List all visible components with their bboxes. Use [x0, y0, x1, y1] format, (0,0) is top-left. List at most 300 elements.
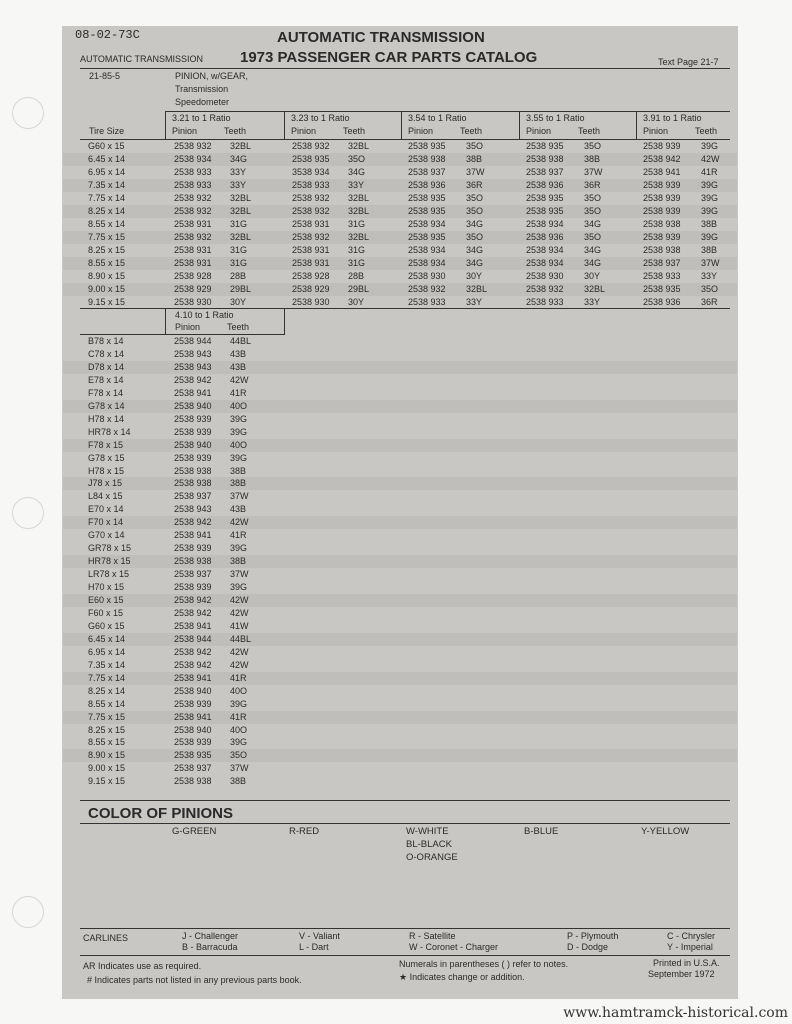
tire-size-cell: 7.75 x 14	[88, 672, 126, 683]
pinion-cell: 2538 939	[174, 698, 212, 709]
pinion-cell: 2538 932	[526, 284, 564, 294]
divider	[284, 111, 285, 139]
table-row	[63, 646, 737, 659]
carline-item: P - Plymouth	[567, 931, 619, 941]
pinion-cell: 2538 932	[174, 193, 212, 203]
tire-size-cell: 6.45 x 14	[88, 633, 126, 644]
teeth-cell: 37W	[230, 569, 249, 580]
pinion-cell: 2538 936	[526, 232, 564, 242]
divider	[80, 823, 730, 824]
teeth-cell: 36R	[466, 180, 483, 190]
pinion-cell: 2538 937	[174, 569, 212, 580]
teeth-cell: 39G	[701, 180, 719, 190]
pinion-cell: 2538 934	[526, 219, 564, 229]
page-subtitle: 1973 PASSENGER CAR PARTS CATALOG	[240, 49, 538, 66]
teeth-cell: 37W	[230, 491, 249, 502]
divider	[401, 111, 402, 139]
table-row	[63, 516, 737, 529]
tire-size-cell: E70 x 14	[88, 504, 124, 515]
teeth-cell: 31G	[348, 219, 366, 229]
binder-hole	[12, 896, 44, 928]
pinion-cell: 2538 937	[643, 258, 681, 268]
printed-in: Printed in U.S.A.	[653, 958, 720, 968]
pinion-cell: 2538 929	[174, 284, 212, 294]
tire-size-cell: G78 x 15	[88, 452, 125, 463]
tire-size-cell: 7.35 x 14	[88, 180, 126, 190]
pinion-cell: 2538 935	[408, 206, 446, 216]
pinion-cell: 2538 942	[174, 659, 212, 670]
pinion-cell: 2538 933	[643, 271, 681, 281]
table-row	[63, 374, 737, 387]
table-row	[63, 413, 737, 426]
pinion-cell: 2538 933	[292, 180, 330, 190]
pinion-cell: 2538 938	[174, 465, 212, 476]
teeth-cell: 29BL	[348, 284, 370, 294]
tire-size-cell: 7.75 x 14	[88, 193, 126, 203]
teeth-cell: 33Y	[230, 167, 247, 177]
teeth-cell: 39G	[230, 698, 248, 709]
tire-size-cell: D78 x 14	[88, 361, 125, 372]
pinion-cell: 2538 937	[174, 763, 212, 774]
pinion-cell: 2538 928	[174, 271, 212, 281]
divider	[80, 68, 730, 69]
table-row	[63, 581, 737, 594]
tire-size-cell: H78 x 14	[88, 413, 125, 424]
tire-size-cell: E60 x 15	[88, 595, 124, 605]
pinion-cell: 2538 933	[408, 297, 446, 307]
pinion-cell: 2538 931	[292, 245, 330, 255]
teeth-cell: 37W	[701, 258, 720, 268]
pinion-cell: 2538 932	[292, 232, 330, 242]
tire-size-cell: F78 x 14	[88, 387, 124, 398]
page-code: 08-02-73C	[75, 28, 140, 42]
teeth-header: Teeth	[343, 126, 366, 136]
table-row	[63, 568, 737, 581]
teeth-cell: 37W	[230, 763, 249, 774]
pinion-cell: 2538 932	[292, 206, 330, 216]
pinion-header: Pinion	[408, 126, 434, 136]
teeth-cell: 37W	[584, 167, 603, 177]
teeth-cell: 34G	[348, 167, 366, 177]
section-label: AUTOMATIC TRANSMISSION	[80, 54, 204, 64]
table-row	[63, 179, 737, 192]
part-desc-line2: Transmission	[175, 84, 229, 94]
tire-size-cell: F70 x 14	[88, 517, 124, 528]
teeth-cell: 33Y	[466, 297, 483, 307]
tire-size-cell: 8.55 x 15	[88, 258, 126, 268]
teeth-cell: 32BL	[230, 232, 252, 242]
teeth-cell: 43B	[230, 348, 247, 359]
carline-item: Y - Imperial	[667, 942, 713, 952]
teeth-header: Teeth	[460, 126, 483, 136]
tire-size-cell: E78 x 14	[88, 374, 124, 385]
table-row	[63, 166, 737, 179]
pinion-cell: 2538 932	[174, 141, 212, 151]
tire-size-cell: 9.00 x 15	[88, 763, 126, 774]
teeth-cell: 34G	[584, 219, 602, 229]
teeth-cell: 31G	[230, 258, 248, 268]
pinion-cell: 2538 935	[643, 284, 681, 294]
pinion-cell: 2538 939	[643, 206, 681, 216]
pinion-cell: 2538 943	[174, 348, 212, 359]
pinion-cell: 2538 941	[643, 167, 681, 177]
table-row	[63, 633, 737, 646]
carline-item: V - Valiant	[299, 931, 340, 941]
carline-item: B - Barracuda	[182, 942, 238, 952]
teeth-cell: 31G	[230, 219, 248, 229]
pinion-cell: 2538 931	[292, 258, 330, 268]
teeth-cell: 36R	[584, 180, 601, 190]
teeth-cell: 35O	[466, 232, 484, 242]
pinion-cell: 2538 930	[526, 271, 564, 281]
teeth-cell: 35O	[230, 750, 248, 761]
teeth-cell: 36R	[701, 297, 718, 307]
teeth-cell: 32BL	[584, 284, 606, 294]
pinion-cell: 2538 938	[174, 478, 212, 489]
pinion-cell: 2538 933	[526, 297, 564, 307]
tire-size-cell: G78 x 14	[88, 400, 125, 411]
teeth-cell: 29BL	[230, 284, 252, 294]
tire-size-cell: 8.25 x 15	[88, 245, 126, 255]
pinion-cell: 2538 940	[174, 400, 212, 411]
color-yellow: Y-YELLOW	[641, 826, 690, 837]
teeth-cell: 39G	[701, 141, 719, 151]
teeth-cell: 39G	[230, 737, 248, 748]
text-page-ref: Text Page 21-7	[658, 57, 719, 67]
pinion-cell: 2538 931	[174, 219, 212, 229]
pinion-cell: 2538 932	[292, 141, 330, 151]
print-date: September 1972	[648, 969, 715, 979]
teeth-cell: 40O	[230, 400, 248, 411]
table-row	[63, 192, 737, 205]
divider	[80, 308, 730, 309]
part-number: 21-85-5	[89, 71, 121, 81]
page-title: AUTOMATIC TRANSMISSION	[277, 29, 485, 46]
pinion-cell: 2538 941	[174, 530, 212, 541]
teeth-cell: 33Y	[348, 180, 365, 190]
teeth-cell: 42W	[230, 517, 249, 528]
tire-size-header: Tire Size	[89, 126, 125, 136]
tire-size-cell: 8.90 x 15	[88, 750, 126, 761]
table-row	[63, 685, 737, 698]
teeth-cell: 38B	[701, 219, 718, 229]
carline-item: C - Chrysler	[667, 931, 716, 941]
teeth-cell: 33Y	[701, 271, 718, 281]
divider	[80, 928, 730, 929]
pinion-cell: 2538 940	[174, 724, 212, 735]
pinion-cell: 2538 936	[408, 180, 446, 190]
note-hash: # Indicates parts not listed in any previous parts book.	[87, 975, 302, 985]
table-row	[63, 335, 737, 348]
teeth-cell: 42W	[230, 659, 249, 670]
tire-size-cell: 9.15 x 15	[88, 297, 126, 307]
teeth-cell: 32BL	[348, 232, 370, 242]
teeth-cell: 38B	[701, 245, 718, 255]
divider	[519, 111, 520, 139]
pinion-cell: 2538 932	[174, 206, 212, 216]
tire-size-cell: 9.00 x 15	[88, 284, 126, 294]
carline-item: R - Satellite	[409, 931, 456, 941]
ratio-header: 3.55 to 1 Ratio	[526, 113, 585, 123]
teeth-cell: 32BL	[348, 206, 370, 216]
table-row	[63, 283, 737, 296]
pinion-cell: 2538 939	[174, 582, 212, 593]
table-row	[63, 503, 737, 516]
ratio-header: 3.23 to 1 Ratio	[291, 113, 350, 123]
teeth-cell: 37W	[466, 167, 485, 177]
ratio-header: 3.91 to 1 Ratio	[643, 113, 702, 123]
tire-size-cell: F78 x 15	[88, 439, 124, 450]
pinion-cell: 2538 939	[643, 232, 681, 242]
table-row	[63, 426, 737, 439]
teeth-cell: 40O	[230, 685, 248, 696]
table-row	[63, 724, 737, 737]
note-numerals: Numerals in parentheses ( ) refer to notes.	[399, 959, 569, 969]
teeth-cell: 40O	[230, 439, 248, 450]
teeth-cell: 34G	[466, 258, 484, 268]
pinion-cell: 2538 942	[174, 374, 212, 385]
pinion-cell: 2538 944	[174, 633, 212, 644]
teeth-cell: 30Y	[466, 271, 483, 281]
teeth-cell: 33Y	[230, 180, 247, 190]
carlines-label: CARLINES	[83, 933, 129, 943]
color-orange: O-ORANGE	[406, 852, 458, 863]
note-ar: AR Indicates use as required.	[83, 961, 202, 971]
pinion-cell: 2538 939	[174, 737, 212, 748]
pinion-cell: 2538 932	[174, 232, 212, 242]
teeth-header: Teeth	[224, 126, 247, 136]
divider	[80, 955, 730, 956]
pinion-cell: 2538 932	[292, 193, 330, 203]
part-desc-line3: Speedometer	[175, 97, 230, 107]
teeth-cell: 41R	[230, 530, 247, 541]
tire-size-cell: 6.95 x 14	[88, 646, 126, 657]
teeth-cell: 42W	[230, 607, 249, 618]
teeth-cell: 38B	[230, 776, 247, 787]
table-row	[63, 439, 737, 452]
divider	[165, 111, 166, 139]
pinion-cell: 2538 941	[174, 387, 212, 398]
table-row	[63, 257, 737, 270]
pinion-cell: 2538 942	[174, 595, 212, 605]
carline-item: J - Challenger	[182, 931, 239, 941]
pinion-cell: 3538 934	[292, 167, 330, 177]
color-green: G-GREEN	[172, 826, 217, 837]
teeth-cell: 35O	[466, 141, 484, 151]
tire-size-cell: 8.55 x 14	[88, 698, 126, 709]
teeth-cell: 42W	[230, 595, 249, 605]
pinion-cell: 2538 937	[526, 167, 564, 177]
table-row	[63, 348, 737, 361]
divider	[284, 308, 285, 334]
teeth-header: Teeth	[578, 126, 601, 136]
pinion-cell: 2538 942	[174, 607, 212, 618]
color-white: W-WHITE	[406, 826, 449, 837]
table-row	[63, 452, 737, 465]
pinion-cell: 2538 930	[408, 271, 446, 281]
color-of-pinions-title: COLOR OF PINIONS	[88, 805, 234, 822]
teeth-cell: 32BL	[348, 193, 370, 203]
tire-size-cell: 7.35 x 14	[88, 659, 126, 670]
tire-size-cell: GR78 x 15	[88, 543, 132, 554]
teeth-cell: 41R	[230, 711, 247, 722]
teeth-cell: 41R	[230, 387, 247, 398]
pinion-cell: 2538 943	[174, 361, 212, 372]
carline-item: D - Dodge	[567, 942, 609, 952]
teeth-cell: 34G	[584, 245, 602, 255]
teeth-cell: 32BL	[230, 193, 252, 203]
pinion-cell: 2538 935	[174, 750, 212, 761]
table-row	[63, 711, 737, 724]
pinion-cell: 2538 942	[174, 517, 212, 528]
pinion-cell: 2538 940	[174, 439, 212, 450]
table-row	[63, 555, 737, 568]
pinion-cell: 2538 933	[174, 167, 212, 177]
pinion-cell: 2538 929	[292, 284, 330, 294]
table-row	[63, 607, 737, 620]
teeth-cell: 39G	[701, 206, 719, 216]
teeth-cell: 39G	[701, 232, 719, 242]
teeth-cell: 39G	[701, 193, 719, 203]
table-row	[63, 205, 737, 218]
pinion-cell: 2538 939	[643, 141, 681, 151]
pinion-header: Pinion	[172, 126, 198, 136]
teeth-cell: 43B	[230, 361, 247, 372]
pinion-cell: 2538 938	[643, 219, 681, 229]
pinion-cell: 2538 937	[408, 167, 446, 177]
teeth-cell: 30Y	[348, 297, 365, 307]
pinion-header: Pinion	[526, 126, 552, 136]
binder-hole	[12, 497, 44, 529]
teeth-cell: 34G	[466, 219, 484, 229]
table-row	[63, 400, 737, 413]
ratio-header: 3.54 to 1 Ratio	[408, 113, 467, 123]
teeth-cell: 39G	[230, 413, 248, 424]
teeth-cell: 38B	[584, 154, 601, 164]
teeth-cell: 35O	[701, 284, 719, 294]
watermark: www.hamtramck-historical.com	[563, 1005, 788, 1021]
teeth-cell: 42W	[230, 374, 249, 385]
tire-size-cell: J78 x 15	[88, 478, 123, 489]
tire-size-cell: 6.45 x 14	[88, 154, 126, 164]
tire-size-cell: HR78 x 15	[88, 556, 131, 567]
table-row	[63, 270, 737, 283]
teeth-cell: 35O	[584, 232, 602, 242]
teeth-cell: 39G	[230, 543, 248, 554]
table-row	[63, 620, 737, 633]
tire-size-cell: 8.25 x 14	[88, 685, 126, 696]
teeth-cell: 35O	[348, 154, 366, 164]
pinion-cell: 2538 937	[174, 491, 212, 502]
pinion-cell: 2538 938	[174, 556, 212, 567]
pinion-cell: 2538 940	[174, 685, 212, 696]
tire-size-cell: C78 x 14	[88, 348, 125, 359]
pinion-cell: 2538 939	[174, 452, 212, 463]
tire-size-cell: 8.90 x 15	[88, 271, 126, 281]
pinion-cell: 2538 931	[174, 245, 212, 255]
table-row	[63, 231, 737, 244]
pinion-cell: 2538 928	[292, 271, 330, 281]
tire-size-cell: G70 x 14	[88, 530, 125, 541]
tire-size-cell: 9.15 x 15	[88, 776, 126, 787]
table-row	[63, 140, 737, 153]
teeth-cell: 32BL	[348, 141, 370, 151]
pinion-header: Pinion	[643, 126, 669, 136]
pinion-cell: 2538 934	[408, 258, 446, 268]
pinion-cell: 2538 934	[526, 245, 564, 255]
divider	[80, 800, 730, 801]
color-black: BL-BLACK	[406, 839, 452, 850]
ratio-header: 3.21 to 1 Ratio	[172, 113, 231, 123]
pinion-cell: 2538 931	[292, 219, 330, 229]
tire-size-cell: G60 x 15	[88, 141, 125, 151]
teeth-cell: 38B	[230, 465, 247, 476]
teeth-cell: 35O	[584, 141, 602, 151]
tire-size-cell: 6.95 x 14	[88, 167, 126, 177]
ratio-header-4-10: 4.10 to 1 Ratio	[175, 310, 234, 320]
teeth-cell: 35O	[584, 206, 602, 216]
pinion-cell: 2538 934	[408, 219, 446, 229]
pinion-cell: 2538 930	[292, 297, 330, 307]
table-row	[63, 736, 737, 749]
teeth-cell: 39G	[230, 452, 248, 463]
pinion-cell: 2538 935	[526, 141, 564, 151]
teeth-cell: 44BL	[230, 633, 252, 644]
teeth-cell: 39G	[230, 426, 248, 437]
table-row	[63, 218, 737, 231]
teeth-cell: 30Y	[584, 271, 601, 281]
pinion-cell: 2538 942	[174, 646, 212, 657]
table-row	[63, 594, 737, 607]
teeth-cell: 34G	[584, 258, 602, 268]
divider	[165, 111, 730, 112]
pinion-cell: 2538 941	[174, 672, 212, 683]
teeth-header: Teeth	[227, 322, 250, 332]
teeth-cell: 30Y	[230, 297, 247, 307]
pinion-cell: 2538 939	[174, 413, 212, 424]
pinion-header: Pinion	[291, 126, 317, 136]
tire-size-cell: HR78 x 14	[88, 426, 131, 437]
pinion-cell: 2538 935	[292, 154, 330, 164]
table-row	[63, 361, 737, 374]
carline-item: L - Dart	[299, 942, 329, 952]
teeth-cell: 39G	[230, 582, 248, 593]
tire-size-cell: F60 x 15	[88, 607, 124, 618]
teeth-cell: 28B	[230, 271, 247, 281]
teeth-header: Teeth	[695, 126, 718, 136]
tire-size-cell: 7.75 x 15	[88, 711, 126, 722]
table-row	[63, 672, 737, 685]
teeth-cell: 42W	[230, 646, 249, 657]
teeth-cell: 42W	[701, 154, 720, 164]
teeth-cell: 41W	[230, 620, 249, 631]
tire-size-cell: H78 x 15	[88, 465, 125, 476]
divider	[636, 111, 637, 139]
teeth-cell: 35O	[466, 193, 484, 203]
pinion-header: Pinion	[175, 322, 201, 332]
pinion-cell: 2538 938	[643, 245, 681, 255]
pinion-cell: 2538 943	[174, 504, 212, 515]
tire-size-cell: 8.25 x 15	[88, 724, 126, 735]
pinion-cell: 2538 934	[174, 154, 212, 164]
tire-size-cell: H70 x 15	[88, 582, 125, 593]
binder-hole	[12, 97, 44, 129]
pinion-cell: 2538 939	[174, 426, 212, 437]
table-row	[63, 762, 737, 775]
pinion-cell: 2538 938	[526, 154, 564, 164]
note-star: ★ Indicates change or addition.	[399, 972, 525, 982]
pinion-cell: 2538 936	[643, 297, 681, 307]
